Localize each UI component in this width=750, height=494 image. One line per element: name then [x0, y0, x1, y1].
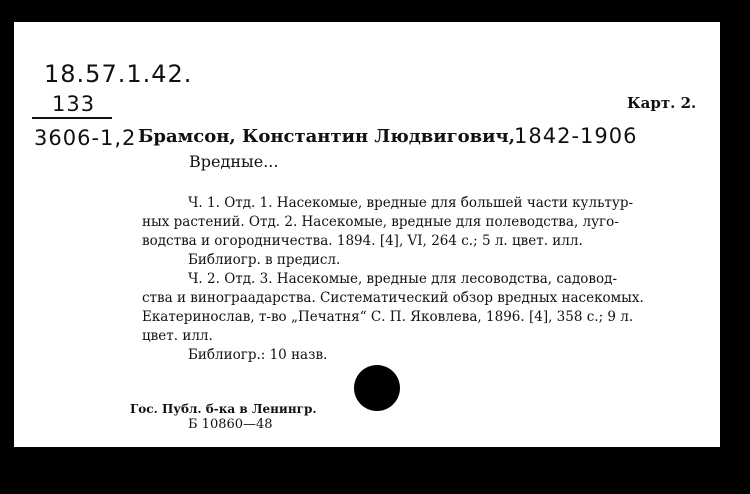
handwritten-shelfmark: 18.57.1.42. — [44, 60, 193, 88]
punch-hole — [354, 365, 400, 411]
author-heading: Брамсон, Константин Людвигович, — [138, 126, 515, 147]
body-line-1: Ч. 1. Отд. 1. Насекомые, вредные для большей части культур- — [188, 195, 634, 211]
body-line-5: Ч. 2. Отд. 3. Насекомые, вредные для лесоводства, садовод- — [188, 271, 618, 287]
handwritten-number: 133 — [52, 92, 96, 116]
catalog-card — [14, 22, 720, 447]
body-line-3: водства и огородничества. 1894. [4], VI, 264 с.; 5 л. цвет. илл. — [142, 233, 583, 249]
catalog-number: Б 10860—48 — [188, 417, 273, 432]
title: Вредные... — [189, 152, 279, 171]
body-line-6: ства и винограадарства. Систематический обзор вредных насекомых. — [142, 290, 644, 306]
handwritten-inventory: 3606-1,2 — [34, 126, 137, 150]
card-number: Карт. 2. — [627, 94, 697, 112]
body-line-7: Екатеринослав, т-во „Печатня“ С. П. Яковлева, 1896. [4], 358 с.; 9 л. — [142, 309, 634, 325]
body-line-8: цвет. илл. — [142, 328, 213, 344]
body-line-9: Библиогр.: 10 назв. — [188, 347, 328, 363]
handwritten-underline — [32, 117, 112, 119]
handwritten-years: 1842-1906 — [514, 124, 638, 148]
body-line-2: ных растений. Отд. 2. Насекомые, вредные для полеводства, луго- — [142, 214, 619, 230]
library-stamp: Гос. Публ. б-ка в Ленингр. — [130, 402, 317, 416]
body-line-4: Библиогр. в предисл. — [188, 252, 341, 268]
